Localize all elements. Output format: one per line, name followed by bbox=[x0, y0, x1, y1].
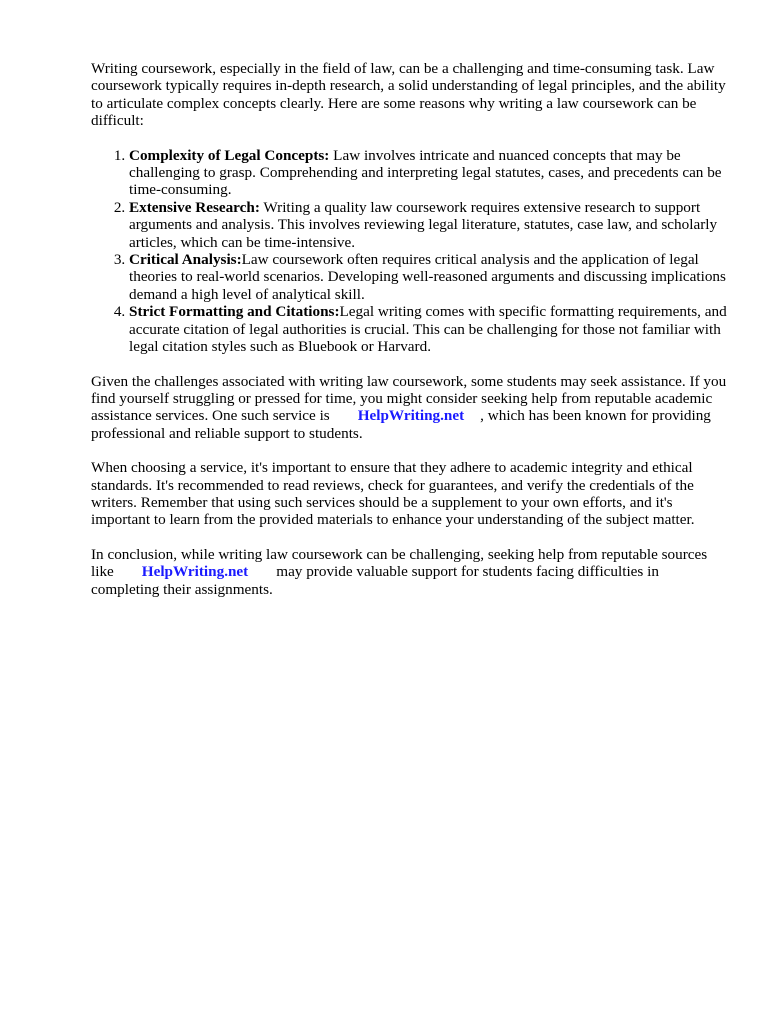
reason-term: Strict Formatting and Citations: bbox=[129, 303, 340, 321]
document-page bbox=[91, 60, 727, 615]
list-item bbox=[129, 303, 727, 355]
helpwriting-link[interactable]: HelpWriting.net bbox=[357, 407, 465, 425]
reason-text: Law coursework often requires critical analysis and the application of legal theories to real-world scenarios. Developing well-reasoned arguments and discussing implications demand a high level of analytical skill. bbox=[129, 251, 726, 303]
conclusion-text-after: may provide valuable support for students facing difficulties in completing their assignments. bbox=[91, 563, 659, 598]
list-item bbox=[129, 199, 727, 251]
reason-text: Legal writing comes with specific formatting requirements, and accurate citation of legal authorities is crucial. This can be challenging for those not familiar with legal citation styles such as Bluebook or Harvard. bbox=[129, 303, 727, 356]
conclusion-text-before: In conclusion, while writing law coursework can be challenging, seeking help from reputable sources like bbox=[91, 545, 708, 581]
choosing-paragraph: When choosing a service, it's important to ensure that they adhere to academic integrity and ethical standards. It's recommended to read reviews, check for guarantees, and verify the credentials of the writers. Remember that using such services should be a supplement to your own efforts, and it's important to learn from the provided materials to enhance your understanding of the subject matter. bbox=[91, 459, 695, 529]
intro-paragraph: Writing coursework, especially in the field of law, can be a challenging and time-consuming task. Law coursework typically requires in-depth research, a solid understanding of legal principles, and the ability to articulate complex concepts clearly. Here are some reasons why writing a law coursework can be difficult: bbox=[91, 60, 726, 130]
conclusion-paragraph bbox=[91, 546, 727, 598]
reason-text: Law involves intricate and nuanced concepts that may be challenging to grasp. Comprehending and interpreting legal statutes, cases, and precedents can be time-consuming. bbox=[129, 146, 722, 199]
list-item bbox=[129, 147, 727, 199]
helpwriting-link[interactable]: HelpWriting.net bbox=[141, 563, 249, 581]
reason-text: Writing a quality law coursework requires extensive research to support arguments and analysis. This involves reviewing legal literature, statutes, case law, and scholarly articles, which can be time-intensive. bbox=[129, 198, 718, 251]
assistance-text-before: Given the challenges associated with writing law coursework, some students may seek assistance. If you find yourself struggling or pressed for time, you might consider seeking help from reputable academic assistance services. One such service is bbox=[91, 372, 727, 425]
reasons-list bbox=[91, 147, 727, 356]
assistance-text-after: , which has been known for providing professional and reliable support to students. bbox=[91, 407, 711, 442]
list-item bbox=[129, 251, 727, 303]
assistance-paragraph bbox=[91, 373, 727, 443]
reason-term: Extensive Research: bbox=[129, 198, 260, 216]
reason-term: Complexity of Legal Concepts: bbox=[129, 146, 330, 164]
reason-term: Critical Analysis: bbox=[129, 251, 242, 269]
